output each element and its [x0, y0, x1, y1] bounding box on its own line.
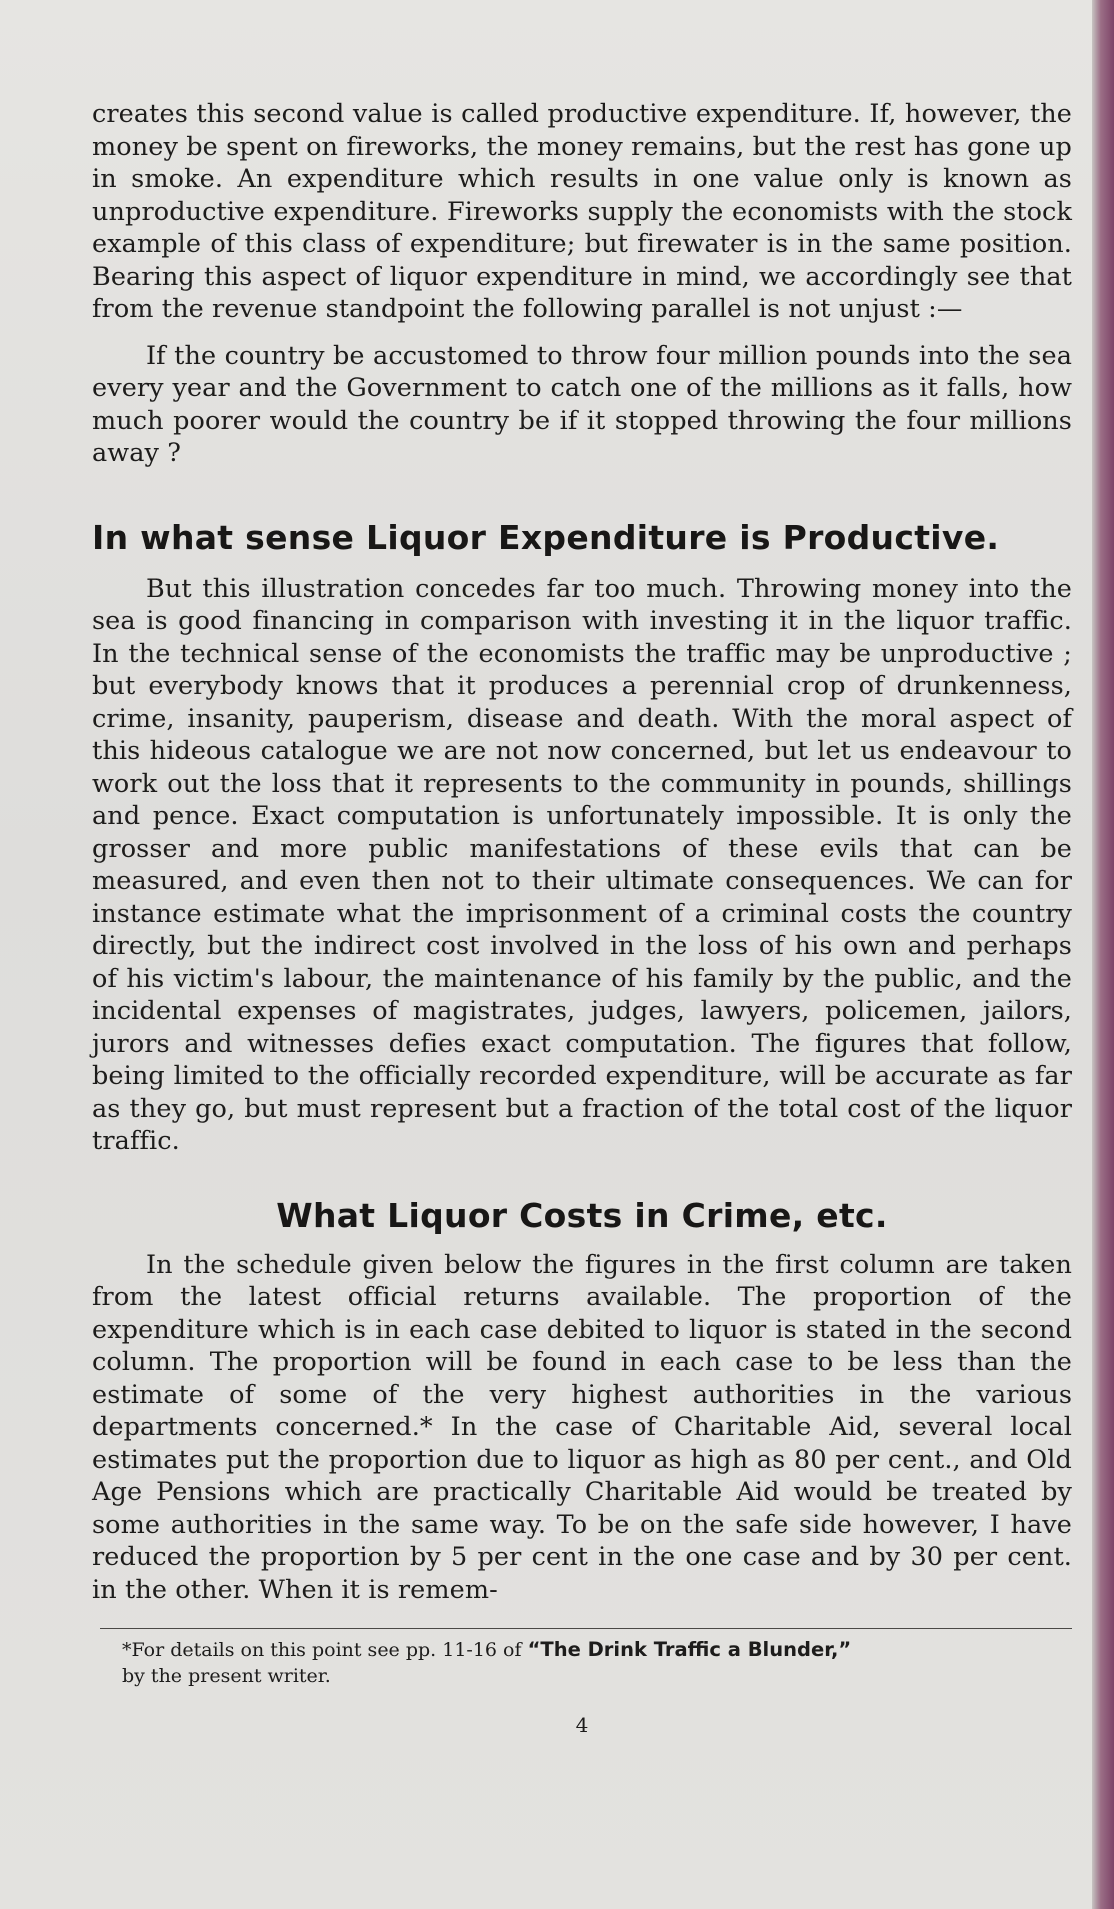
paragraph-liquor-traffic-cost: But this illustration concedes far too much. Throwing money into the sea is good financing in comparison with investing it in the liquor traffic. In the technical sense of the economists the traffic may be unproductive ; but everybody knows that it produces a perennial crop of drunkenness, crime, insanity, pauperism, disease and death. With the moral aspect of this hideous catalogue we are not now concerned, but let us endeavour to work out the loss that it represents to the community in pounds, shillings and pence. Exact computation is unfortunately impossible. It is only the grosser and more public manifestations of these evils that can be measured, and even then not to their ultimate consequences. We can for instance estimate what the imprisonment of a criminal costs the country directly, but the indirect cost involved in the loss of his own and perhaps of his victim's labour, the maintenance of his family by the public, and the incidental expenses of magistrates, judges, lawyers, policemen, jailors, jurors and witnesses defies exact computation. The figures that follow, being limited to the officially recorded expenditure, will be accurate as far as they go, but must represent but a fraction of the total cost of the liquor traffic. — [92, 573, 1072, 1156]
footnote-divider — [100, 1628, 1072, 1629]
footnote-suffix: by the present writer. — [122, 1665, 331, 1687]
page-number: 4 — [575, 1713, 589, 1737]
paragraph-productive-expenditure: creates this second value is called productive expenditure. If, however, the money be spent on fireworks, the money remains, but the rest has gone up in smoke. An expenditure which results in one value only is known as unproductive expenditure. Fireworks supply the economists with the stock example of this class of expenditure; but firewater is in the same position. Bearing this aspect of liquor expenditure in mind, we accordingly see that from the revenue standpoint the following parallel is not unjust :— — [92, 99, 1072, 324]
paragraph-four-millions: If the country be accustomed to throw four million pounds into the sea every year and the Government to catch one of the millions as it falls, how much poorer would the country be if it stopped throwing the four millions away ? — [92, 340, 1072, 468]
section-heading-crime: What Liquor Costs in Crime, etc. — [276, 1195, 888, 1235]
footnote — [122, 1637, 1072, 1689]
book-spine-edge — [1092, 0, 1114, 1909]
section-heading-productive: In what sense Liquor Expenditure is Productive. — [92, 517, 1000, 557]
page-content — [92, 98, 1072, 1737]
paragraph-schedule: In the schedule given below the figures in the first column are taken from the latest official returns available. The proportion of the expenditure which is in each case debited to liquor is stated in the second column. The proportion will be found in each case to be less than the estimate of some of the very highest authorities in the various departments concerned.* In the case of Charitable Aid, several local estimates put the proportion due to liquor as high as 80 per cent., and Old Age Pensions which are practically Charitable Aid would be treated by some authorities in the same way. To be on the safe side however, I have reduced the proportion by 5 per cent in the one case and by 30 per cent. in the other. When it is remem- — [92, 1249, 1072, 1605]
footnote-prefix: *For details on this point see pp. 11-16 of — [122, 1639, 528, 1661]
footnote-book-title: “The Drink Traffic a Blunder,” — [527, 1638, 852, 1661]
